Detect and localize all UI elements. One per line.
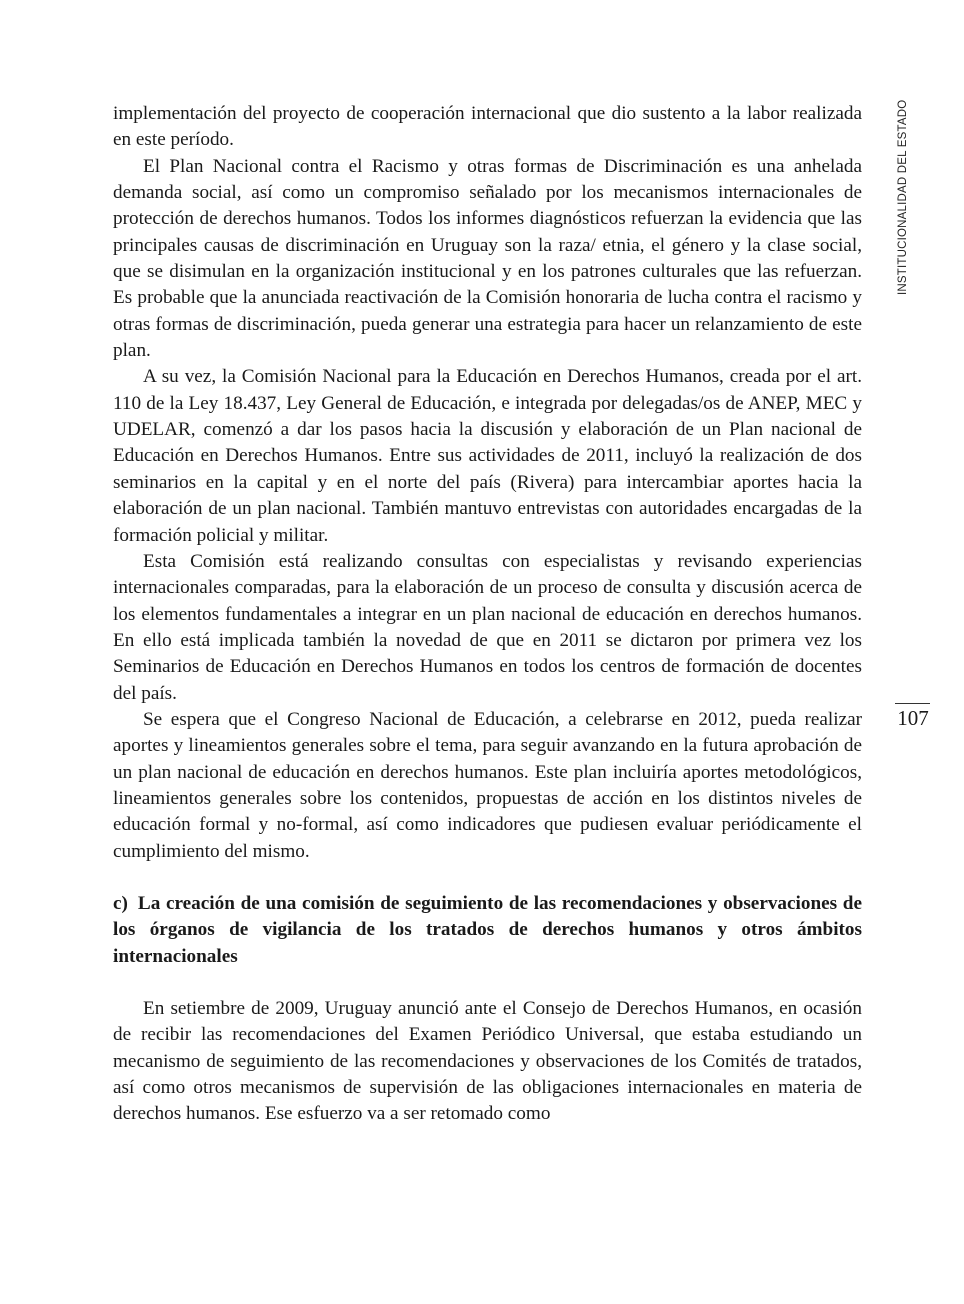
paragraph-6: En setiembre de 2009, Uruguay anunció ante el Consejo de Derechos Humanos, en ocasión de recibir las recomendaciones del Examen Periódico Universal, que estaba estudiando un mecanismo de seguimiento de las recomendaciones y observaciones de los Comités de tratados, así como otros mecanismos de supervisión de las obligaciones internacionales en materia de derechos humanos. Ese esfuerzo va a ser retomado como [113,998,862,1125]
section-heading [113,891,862,970]
section-heading-text: La creación de una comisión de seguimiento de las recomendaciones y observaciones de los órganos de vigilancia de los tratados de derechos humanos y otros ámbitos internacionales [113,892,862,967]
running-head: INSTITUCIONALIDAD DEL ESTADO [897,99,909,295]
paragraph-2: El Plan Nacional contra el Racismo y otras formas de Discriminación es una anhelada demanda social, así como un compromiso señalado por los mecanismos internacionales de protección de derechos humanos. Todos los informes diagnósticos refuerzan la evidencia que las principales causas de discriminación en Uruguay son la raza/ etnia, el género y la clase social, que se disimulan en la organización institucional y en los patrones culturales que las refuerzan. Es probable que la anunciada reactivación de la Comisión honoraria de lucha contra el racismo y otras formas de discriminación, pueda generar una estrategia para hacer un relanzamiento de este plan. [113,155,862,362]
section-heading-label: c) [113,892,128,914]
paragraph-3: A su vez, la Comisión Nacional para la Educación en Derechos Humanos, creada por el art. 110 de la Ley 18.437, Ley General de Educación, e integrada por delegadas/os de ANEP, MEC y UDELAR, comenzó a dar los pasos hacia la discusión y elaboración de un Plan nacional de Educación en Derechos Humanos. Entre sus actividades de 2011, incluyó la realización de dos seminarios en la capital y en el norte del país (Rivera) para intercambiar aportes hacia la elaboración de un plan nacional. También mantuvo entrevistas con autoridades encargadas de la formación policial y militar. [113,366,862,546]
body-text [113,101,862,1128]
paragraph-4: Esta Comisión está realizando consultas con especialistas y revisando experiencias internacionales comparadas, para la elaboración de un proceso de consulta y discusión acerca de los elementos fundamentales a integrar en un plan nacional de educación en derechos humanos. En ello está implicada también la novedad de que en 2011 se dictaron por primera vez los Seminarios de Educación en Derechos Humanos en todos los centros de formación de docentes del país. [113,550,862,704]
page-number-rule [895,703,930,704]
paragraph-5: Se espera que el Congreso Nacional de Educación, a celebrarse en 2012, pueda realizar aportes y lineamientos generales sobre el tema, para seguir avanzando en la futura aprobación de un plan nacional de educación en derechos humanos. Este plan incluiría aportes metodológicos, lineamientos generales sobre los contenidos, propuestas de acción en los distintos niveles de educación formal y no-formal, así como indicadores que pudiesen evaluar periódicamente el cumplimiento del mismo. [113,708,862,862]
paragraph-1: implementación del proyecto de cooperación internacional que dio sustento a la labor realizada en este período. [113,103,862,151]
page-number: 107 [897,706,929,730]
